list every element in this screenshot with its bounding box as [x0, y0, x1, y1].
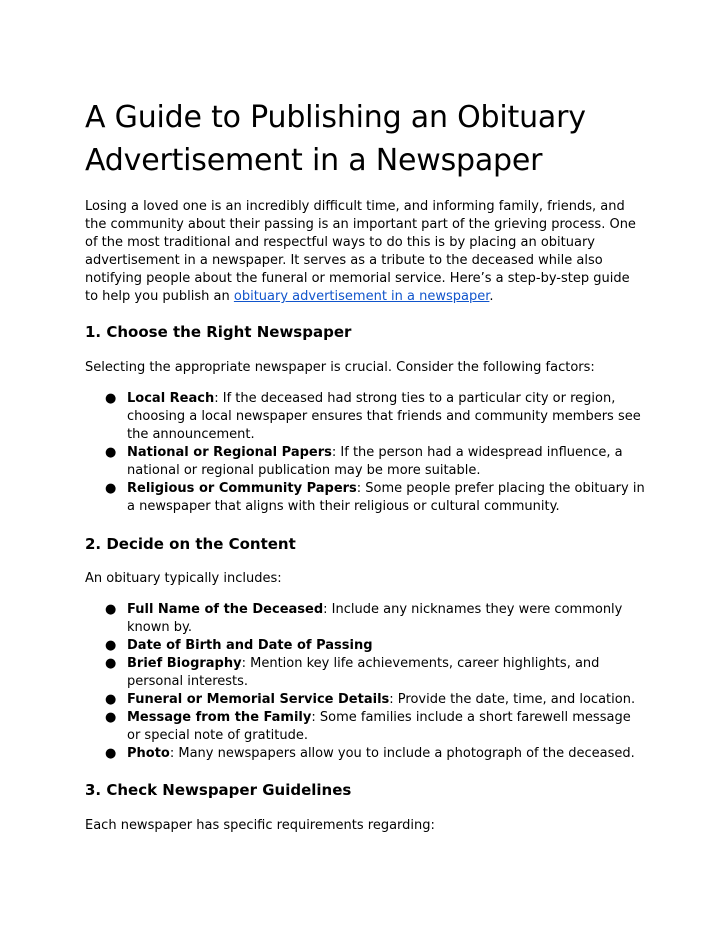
list-item	[85, 480, 645, 516]
bullet-icon: ●	[105, 602, 117, 617]
bullet-icon: ●	[105, 638, 117, 653]
intro-paragraph	[85, 198, 641, 306]
bullet-icon: ●	[105, 656, 117, 671]
section-heading-content: 2. Decide on the Content	[85, 535, 296, 553]
list-item	[85, 601, 645, 637]
section-paragraph: Each newspaper has specific requirements regarding:	[85, 818, 435, 833]
section-heading-guidelines: 3. Check Newspaper Guidelines	[85, 781, 352, 799]
list-item	[85, 444, 645, 480]
list-item	[85, 691, 645, 709]
factors-list	[85, 390, 645, 516]
list-item	[85, 709, 645, 745]
intro-text: Losing a loved one is an incredibly difficult time, and informing family, friends, and the community about their passing is an important part of the grieving process. One of the most traditional and respectful ways to do this is by placing an obituary advertisement in a newspaper. It serves as a tribute to the deceased while also notifying people about the funeral or memorial service. Here’s a step-by-step guide to help you publish an	[85, 199, 636, 304]
list-item-term: Photo	[127, 746, 170, 761]
list-item	[85, 390, 645, 444]
list-item	[85, 637, 645, 655]
list-item-term: Full Name of the Deceased	[127, 602, 324, 617]
bullet-icon: ●	[105, 391, 117, 406]
bullet-icon: ●	[105, 746, 117, 761]
list-item-text: : Mention key life achievements, career highlights, and personal interests.	[127, 656, 600, 689]
intro-text-end: .	[489, 289, 494, 304]
list-item-term: Message from the Family	[127, 710, 312, 725]
section-heading-choose-newspaper: 1. Choose the Right Newspaper	[85, 323, 352, 341]
bullet-icon: ●	[105, 692, 117, 707]
list-item-text: : Some people prefer placing the obituary in a newspaper that aligns with their religious or cultural community.	[127, 481, 645, 514]
list-item-term: Funeral or Memorial Service Details	[127, 692, 390, 707]
obituary-advertisement-link[interactable]: obituary advertisement in a newspaper	[233, 289, 490, 304]
list-item-term: Date of Birth and Date of Passing	[127, 638, 373, 653]
list-item	[85, 655, 645, 691]
content-list	[85, 601, 645, 763]
list-item-term: Religious or Community Papers	[127, 481, 357, 496]
list-item-text: : Some families include a short farewell message or special note of gratitude.	[127, 710, 631, 743]
list-item-term: Brief Biography	[127, 656, 242, 671]
list-item-text: : Include any nicknames they were commonly known by.	[127, 602, 623, 635]
bullet-icon: ●	[105, 481, 117, 496]
bullet-icon: ●	[105, 445, 117, 460]
list-item-text: : Many newspapers allow you to include a photograph of the deceased.	[169, 746, 635, 761]
list-item-term: Local Reach	[127, 391, 215, 406]
list-item-text: : Provide the date, time, and location.	[389, 692, 636, 707]
bullet-icon: ●	[105, 710, 117, 725]
section-paragraph: An obituary typically includes:	[85, 571, 282, 586]
list-item	[85, 745, 645, 763]
list-item-text: : If the person had a widespread influence, a national or regional publication may be more suitable.	[127, 445, 623, 478]
page-title: A Guide to Publishing an Obituary Advertisement in a Newspaper	[85, 100, 586, 178]
section-paragraph: Selecting the appropriate newspaper is crucial. Consider the following factors:	[85, 360, 595, 375]
list-item-term: National or Regional Papers	[127, 445, 332, 460]
list-item-text: : If the deceased had strong ties to a particular city or region, choosing a local newspaper ensures that friends and community members see the announcement.	[127, 391, 641, 442]
